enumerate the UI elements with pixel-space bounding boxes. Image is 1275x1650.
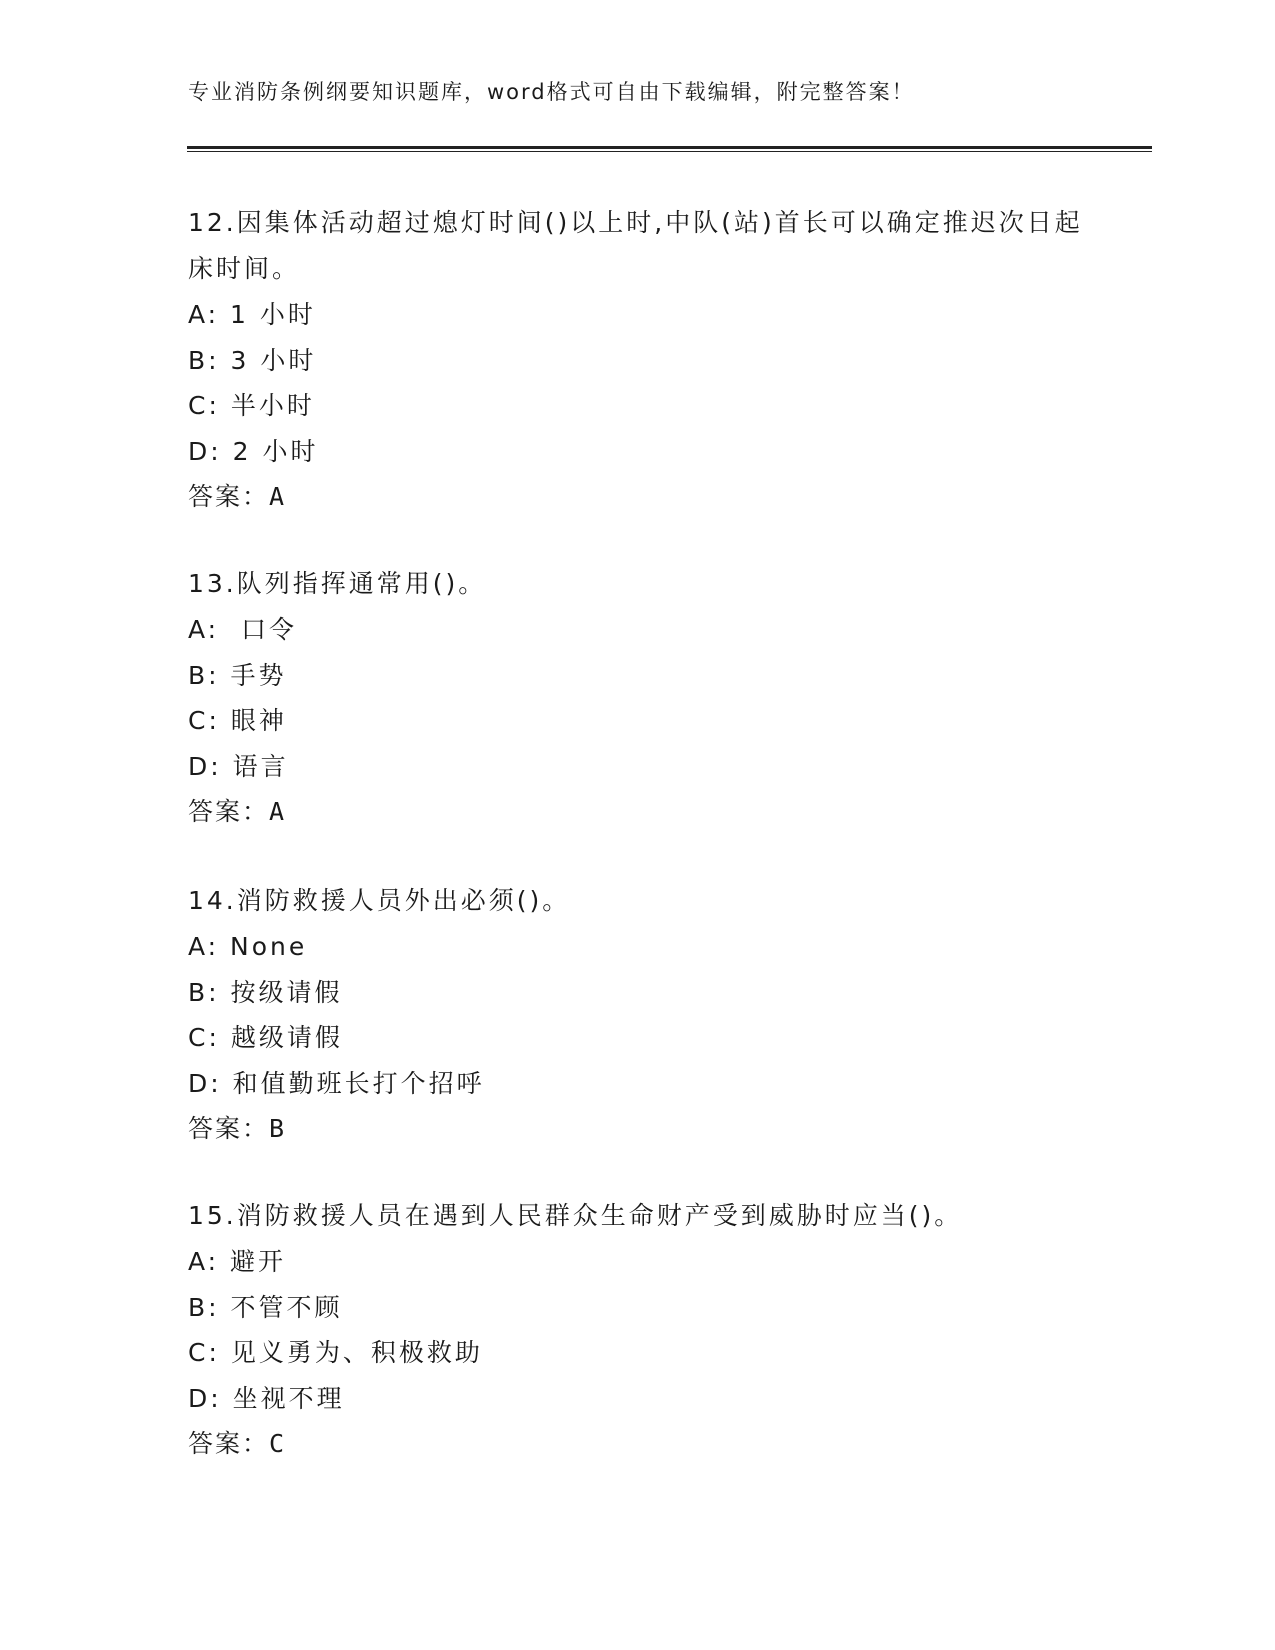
question-13 xyxy=(188,561,1088,835)
answer-label: 答案： xyxy=(188,1429,270,1458)
answer-value: A xyxy=(269,797,287,826)
answer-value: B xyxy=(269,1114,287,1143)
question-15 xyxy=(188,1193,1088,1467)
question-stem: 15.消防救援人员在遇到人民群众生命财产受到威胁时应当()。 xyxy=(188,1201,963,1230)
option-a: A: 避开 xyxy=(188,1247,287,1276)
answer-label: 答案： xyxy=(188,1114,270,1143)
answer-label: 答案： xyxy=(188,482,270,511)
option-a: A: 口令 xyxy=(188,615,297,644)
document-header: 专业消防条例纲要知识题库，word格式可自由下载编辑，附完整答案！ xyxy=(188,80,915,104)
answer-line xyxy=(188,474,1088,520)
option-d: D: 坐视不理 xyxy=(188,1383,345,1413)
option-c: C: 越级请假 xyxy=(188,1023,343,1052)
option-b: B: 按级请假 xyxy=(188,977,343,1007)
question-14 xyxy=(188,878,1088,1152)
question-stem: 13.队列指挥通常用()。 xyxy=(188,569,487,598)
option-c: C: 眼神 xyxy=(188,706,287,735)
answer-line xyxy=(188,1106,1088,1152)
option-d: D: 2 小时 xyxy=(188,436,319,466)
question-stem: 14.消防救援人员外出必须()。 xyxy=(188,886,571,915)
answer-value: C xyxy=(269,1429,287,1458)
question-stem: 12.因集体活动超过熄灯时间()以上时,中队(站)首长可以确定推迟次日起床时间。 xyxy=(188,208,1083,283)
option-b: B: 3 小时 xyxy=(188,345,317,375)
option-a: A: 1 小时 xyxy=(188,300,316,329)
option-c: C: 见义勇为、积极救助 xyxy=(188,1338,483,1367)
option-b: B: 手势 xyxy=(188,660,287,690)
answer-label: 答案： xyxy=(188,797,270,826)
option-b: B: 不管不顾 xyxy=(188,1292,343,1322)
answer-line xyxy=(188,1421,1088,1467)
answer-value: A xyxy=(269,482,287,511)
question-12 xyxy=(188,200,1088,520)
option-d: D: 语言 xyxy=(188,751,289,781)
header-rule-thick xyxy=(187,146,1152,149)
option-a: A: None xyxy=(188,932,308,961)
option-d: D: 和值勤班长打个招呼 xyxy=(188,1068,485,1098)
answer-line xyxy=(188,789,1088,835)
header-rule-thin xyxy=(187,151,1152,152)
option-c: C: 半小时 xyxy=(188,391,315,420)
